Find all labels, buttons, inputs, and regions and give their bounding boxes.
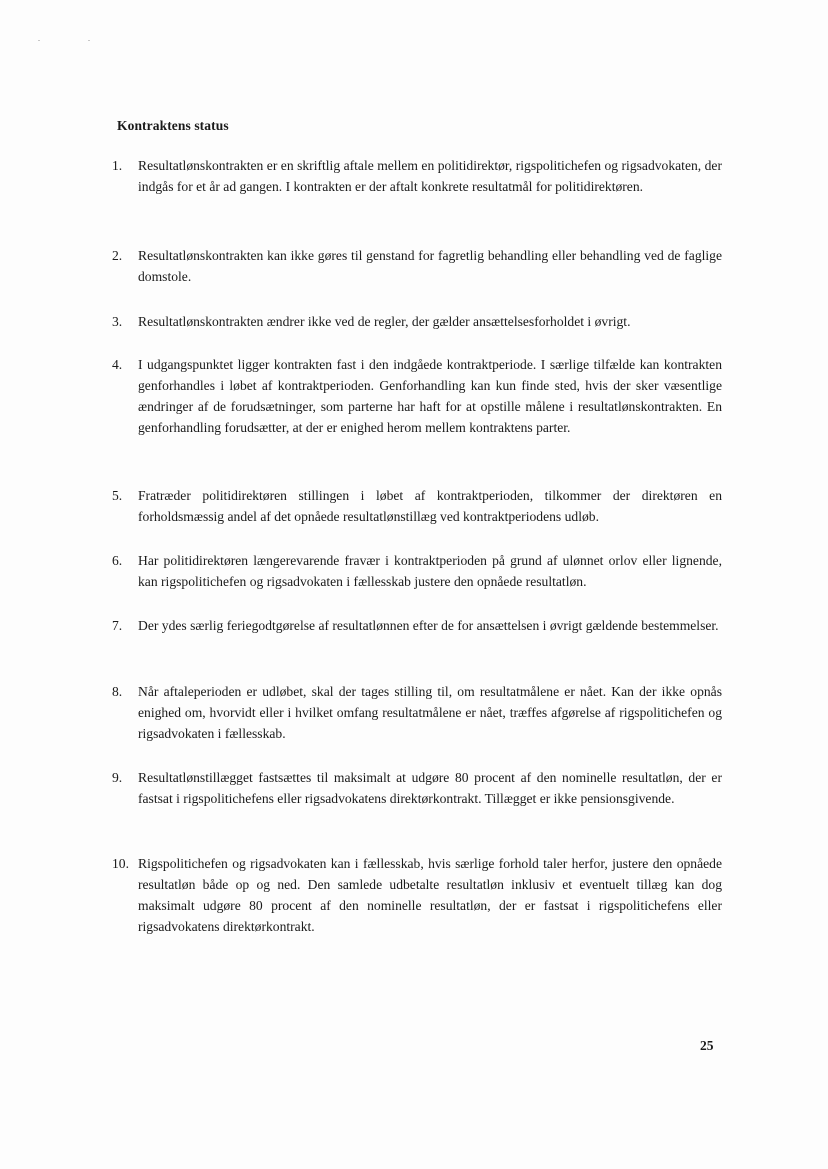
list-item-text: Resultatlønskontrakten ændrer ikke ved de regler, der gælder ansættelsesforholdet i øvrigt.	[138, 314, 631, 329]
list-item-text: Resultatlønskontrakten er en skriftlig aftale mellem en politidirektør, rigspolitichefen og rigsadvokaten, der indgås for et år ad gangen. I kontrakten er der aftalt konkrete resultatmål for politidirektøren.	[138, 158, 722, 194]
list-item-number: 3.	[112, 314, 123, 329]
list-item-number: 6.	[112, 553, 123, 568]
list-item-number: 4.	[112, 357, 123, 372]
list-item-text: Har politidirektøren længerevarende fravær i kontraktperioden på grund af ulønnet orlov eller lignende, kan rigspolitichefen og rigsadvokaten i fællesskab justere den opnåede resultatløn.	[138, 553, 722, 589]
list-item-text: Når aftaleperioden er udløbet, skal der tages stilling til, om resultatmålene er nået. Kan der ikke opnås enighed om, hvorvidt eller i hvilket omfang resultatmålene er nået, træffes afgørelse af rigspolitichefen og rigsadvokaten i fællesskab.	[138, 684, 722, 741]
list-item-number: 2.	[112, 248, 123, 263]
list-item	[112, 311, 722, 332]
list-item-number: 7.	[112, 618, 123, 633]
list-item	[112, 615, 722, 636]
list-item-text: I udgangspunktet ligger kontrakten fast i den indgåede kontraktperiode. I særlige tilfælde kan kontrakten genforhandles i løbet af kontraktperioden. Genforhandling kan kun finde sted, hvis der sker væsentlige ændringer af de forudsætninger, som parterne har haft for at opstille målene i resultatlønskontrakten. En genforhandling forudsætter, at der er enighed herom mellem kontraktens parter.	[138, 357, 722, 435]
list-item	[112, 485, 722, 527]
list-item-number: 1.	[112, 158, 123, 173]
scan-speck	[88, 40, 90, 41]
list-item-number: 8.	[112, 684, 123, 699]
list-item-text: Fratræder politidirektøren stillingen i løbet af kontraktperioden, tilkommer der direktøren en forholdsmæssig andel af det opnåede resultatlønstillæg ved kontraktperiodens udløb.	[138, 488, 722, 524]
list-item-number: 9.	[112, 770, 123, 785]
list-item-number: 5.	[112, 488, 123, 503]
list-item	[112, 767, 722, 809]
list-item	[112, 550, 722, 592]
list-item-text: Rigspolitichefen og rigsadvokaten kan i fællesskab, hvis særlige forhold taler herfor, justere den opnåede resultatløn både op og ned. Den samlede udbetalte resultatløn inklusiv et eventuelt tillæg kan dog maksimalt udgøre 80 procent af den nominelle resultatløn, der er fastsat i rigspolitichefens eller rigsadvokatens direktørkontrakt.	[138, 856, 722, 934]
scan-speck	[38, 40, 40, 41]
list-item	[112, 155, 722, 197]
section-heading: Kontraktens status	[117, 118, 229, 133]
list-item-text: Resultatlønstillægget fastsættes til maksimalt at udgøre 80 procent af den nominelle resultatløn, der er fastsat i rigspolitichefens eller rigsadvokatens direktørkontrakt. Tillægget er ikke pensionsgivende.	[138, 770, 722, 806]
list-item	[112, 245, 722, 287]
list-item	[112, 681, 722, 744]
list-item-text: Resultatlønskontrakten kan ikke gøres til genstand for fagretlig behandling eller behandling ved de faglige domstole.	[138, 248, 722, 284]
page-number: 25	[700, 1038, 714, 1053]
list-item-number: 10.	[112, 856, 129, 871]
list-item	[112, 853, 722, 937]
list-item	[112, 354, 722, 438]
list-item-text: Der ydes særlig feriegodtgørelse af resultatlønnen efter de for ansættelsen i øvrigt gældende bestemmelser.	[138, 618, 719, 633]
